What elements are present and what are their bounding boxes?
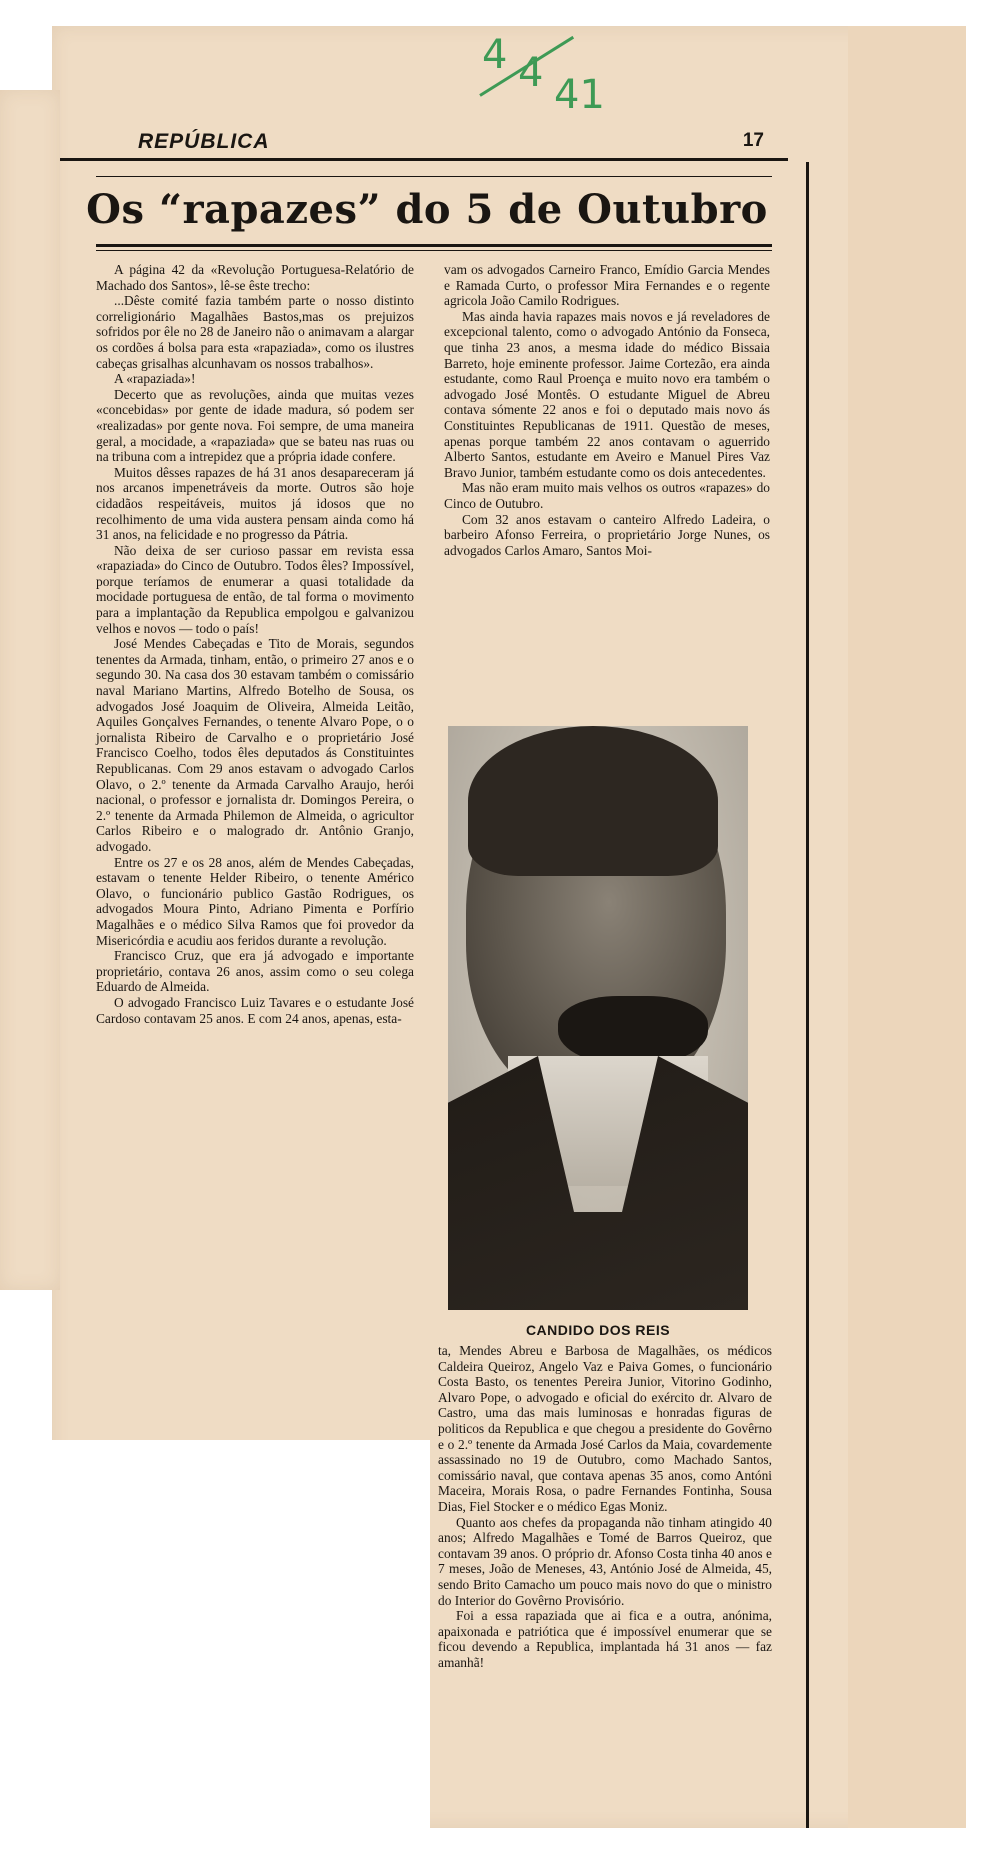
- headline-rule-bottom: [96, 244, 772, 247]
- clipping-left-tab: [0, 90, 60, 1290]
- article-column-right-bottom: [438, 1343, 772, 1670]
- page-number: 17: [742, 130, 764, 151]
- newspaper-name: REPÚBLICA: [138, 130, 270, 153]
- column-rule: [806, 162, 809, 1828]
- paragraph: Mas ainda havia rapazes mais novos e já reveladores de excepcional talento, como o advogado António da Fonseca, que tinha 23 anos, a mesma idade do médico Bissaia Barreto, hoje eminente professor. Jaime Cortezão, era ainda estudante, como Raul Proença e muito novo era também o advogado José Montês. O estudante Miguel de Abreu contava sómente 22 anos e foi o deputado mais novo ás Constituintes Republicanas de 1911. Questão de meses, apenas porque também 22 anos contavam o aguerrido Alberto Santos, estudante em Aveiro e Manuel Pires Vaz Bravo Junior, também estudante como os dois antecedentes.: [444, 308, 770, 480]
- date-day: 4: [482, 32, 508, 78]
- paragraph: Quanto aos chefes da propaganda não tinham atingido 40 anos; Alfredo Magalhães e Tomé de Barros Queiroz, que contavam 39 anos. O próprio dr. Afonso Costa tinha 40 anos e 7 meses, João de Meneses, 43, António José de Almeida, 45, sendo Brito Camacho um pouco mais novo do que o ministro do Interior do Govêrno Provisório.: [438, 1514, 772, 1608]
- paragraph: Não deixa de ser curioso passar em revista essa «rapaziada» do Cinco de Outubro. Todos êles? Impossível, porque teríamos de enumerar a quasi totalidade da mocidade portuguesa de então, de tal forma o movimento para a implantação da Republica empolgou e galvanizou velhos e novos — todo o país!: [96, 542, 414, 636]
- paragraph: José Mendes Cabeçadas e Tito de Morais, segundos tenentes da Armada, tinham, então, o primeiro 27 anos e o segundo 30. Na casa dos 30 estavam também o comissário naval Mariano Martins, Alfredo Botelho de Sousa, os advogados José Joaquim de Oliveira, Almeida Leitão, Aquiles Gonçalves Fernandes, o tenente Alvaro Pope, o o jornalista Ribeiro de Carvalho e o proprietário José Francisco Coelho, todos êles deputados ás Constituintes Republicanas. Com 29 anos estavam o advogado Carlos Olavo, o 2.º tenente da Armada Carvalho Araujo, herói nacional, o professor e jornalista dr. Domingos Pereira, o 2.º tenente da Armada Philemon de Almeida, o agricultor Carlos Ribeiro e o malogrado dr. Antônio Granjo, advogado.: [96, 636, 414, 854]
- portrait-photo: [448, 726, 748, 1310]
- clipping-cutout: [52, 1440, 430, 1840]
- paragraph: Entre os 27 e os 28 anos, além de Mendes Cabeçadas, estavam o tenente Helder Ribeiro, o tenente Américo Olavo, o funcionário publico Gastão Rodrigues, os advogados Moura Pinto, Adriano Pimenta e Porfírio Magalhães e o médico Silva Ramos que foi provedor da Misericórdia e acudiu aos feridos durante a revolução.: [96, 854, 414, 948]
- paragraph: ta, Mendes Abreu e Barbosa de Magalhães, os médicos Caldeira Queiroz, Angelo Vaz e Paiva Gomes, o funcionário Costa Basto, os tenentes Pereira Junior, Vitorino Godinho, Alvaro Pope, o advogado e oficial do exército dr. Alvaro de Castro, uma das mais luminosas e honradas figuras de politicos da Republica e que chegou a presidente do Govêrno e o 2.º tenente da Armada José Carlos da Maia, covardemente assassinado no 19 de Outubro, como Machado Santos, comissário naval, que contava apenas 35 anos, como Antóni Maceira, Morais Rosa, o padre Fernandes Fontinha, Sousa Dias, Fiel Stocker e o médico Egas Moniz.: [438, 1343, 772, 1514]
- photo-caption: CANDIDO DOS REIS: [525, 1322, 671, 1338]
- headline: Os “rapazes” do 5 de Outubro: [86, 186, 768, 233]
- paragraph: ...Dêste comité fazia também parte o nosso distinto correligionário Magalhães Bastos,mas os prejuizos sofridos por êle no 28 de Janeiro não o animavam a alargar os cordões á bolsa para esta «rapaziada», como os ilustres cabeças grisalhas alcunhavam os nossos trabalhos».: [96, 293, 414, 371]
- paragraph: A «rapaziada»!: [114, 371, 196, 387]
- article-column-right-top: [444, 262, 770, 558]
- paragraph: vam os advogados Carneiro Franco, Emídio Garcia Mendes e Ramada Curto, o professor Mira Fernandes e o regente agricola João Camilo Rodrigues.: [444, 262, 770, 309]
- paragraph: Com 32 anos estavam o canteiro Alfredo Ladeira, o barbeiro Afonso Ferreira, o proprietário Jorge Nunes, os advogados Carlos Amaro, Santos Moi-: [444, 511, 770, 558]
- paragraph: Decerto que as revoluções, ainda que muitas vezes «concebidas» por gente de idade madura, só podem ser «realizadas» por gente nova. Foi sempre, de uma maneira geral, a mocidade, a «rapaziada» que se bateu nas ruas ou na tribuna com a intrepidez que a própria idade confere.: [96, 386, 414, 465]
- paragraph: O advogado Francisco Luiz Tavares e o estudante José Cardoso contavam 25 anos. E com 24 anos, apenas, esta-: [96, 994, 414, 1026]
- paragraph: Francisco Cruz, que era já advogado e importante proprietário, contava 26 anos, assim como o seu colega Eduardo de Almeida.: [96, 948, 414, 995]
- paragraph: Foi a essa rapaziada que ai fica e a outra, anónima, apaixonada e patriótica que é impossível enumerar que se ficou devendo a Republica, implantada há 31 anos — faz amanhã!: [438, 1608, 772, 1670]
- date-month: 4: [518, 50, 544, 96]
- portrait-hair: [468, 726, 718, 876]
- article-column-left: [96, 262, 414, 1026]
- date-year: 41: [554, 72, 605, 118]
- paragraph: Mas não eram muito mais velhos os outros «rapazes» do Cinco de Outubro.: [444, 480, 770, 511]
- headline-rule-top: [96, 176, 772, 177]
- headline-rule-bottom-thin: [96, 250, 772, 251]
- clipping-right-strip: [848, 26, 966, 1828]
- masthead: [60, 128, 788, 161]
- paragraph: A página 42 da «Revolução Portuguesa-Relatório de Machado dos Santos», lê-se êste trecho:: [96, 262, 414, 293]
- handwritten-date: [472, 32, 605, 122]
- paragraph: Muitos dêsses rapazes de há 31 anos desapareceram já nos arcanos impenetráveis da morte. Outros são hoje cidadãos respeitáveis, muitos já idosos que no recolhimento de uma vida austera pensam ainda como há 31 anos, na felicidade e no progresso da Pátria.: [96, 464, 414, 543]
